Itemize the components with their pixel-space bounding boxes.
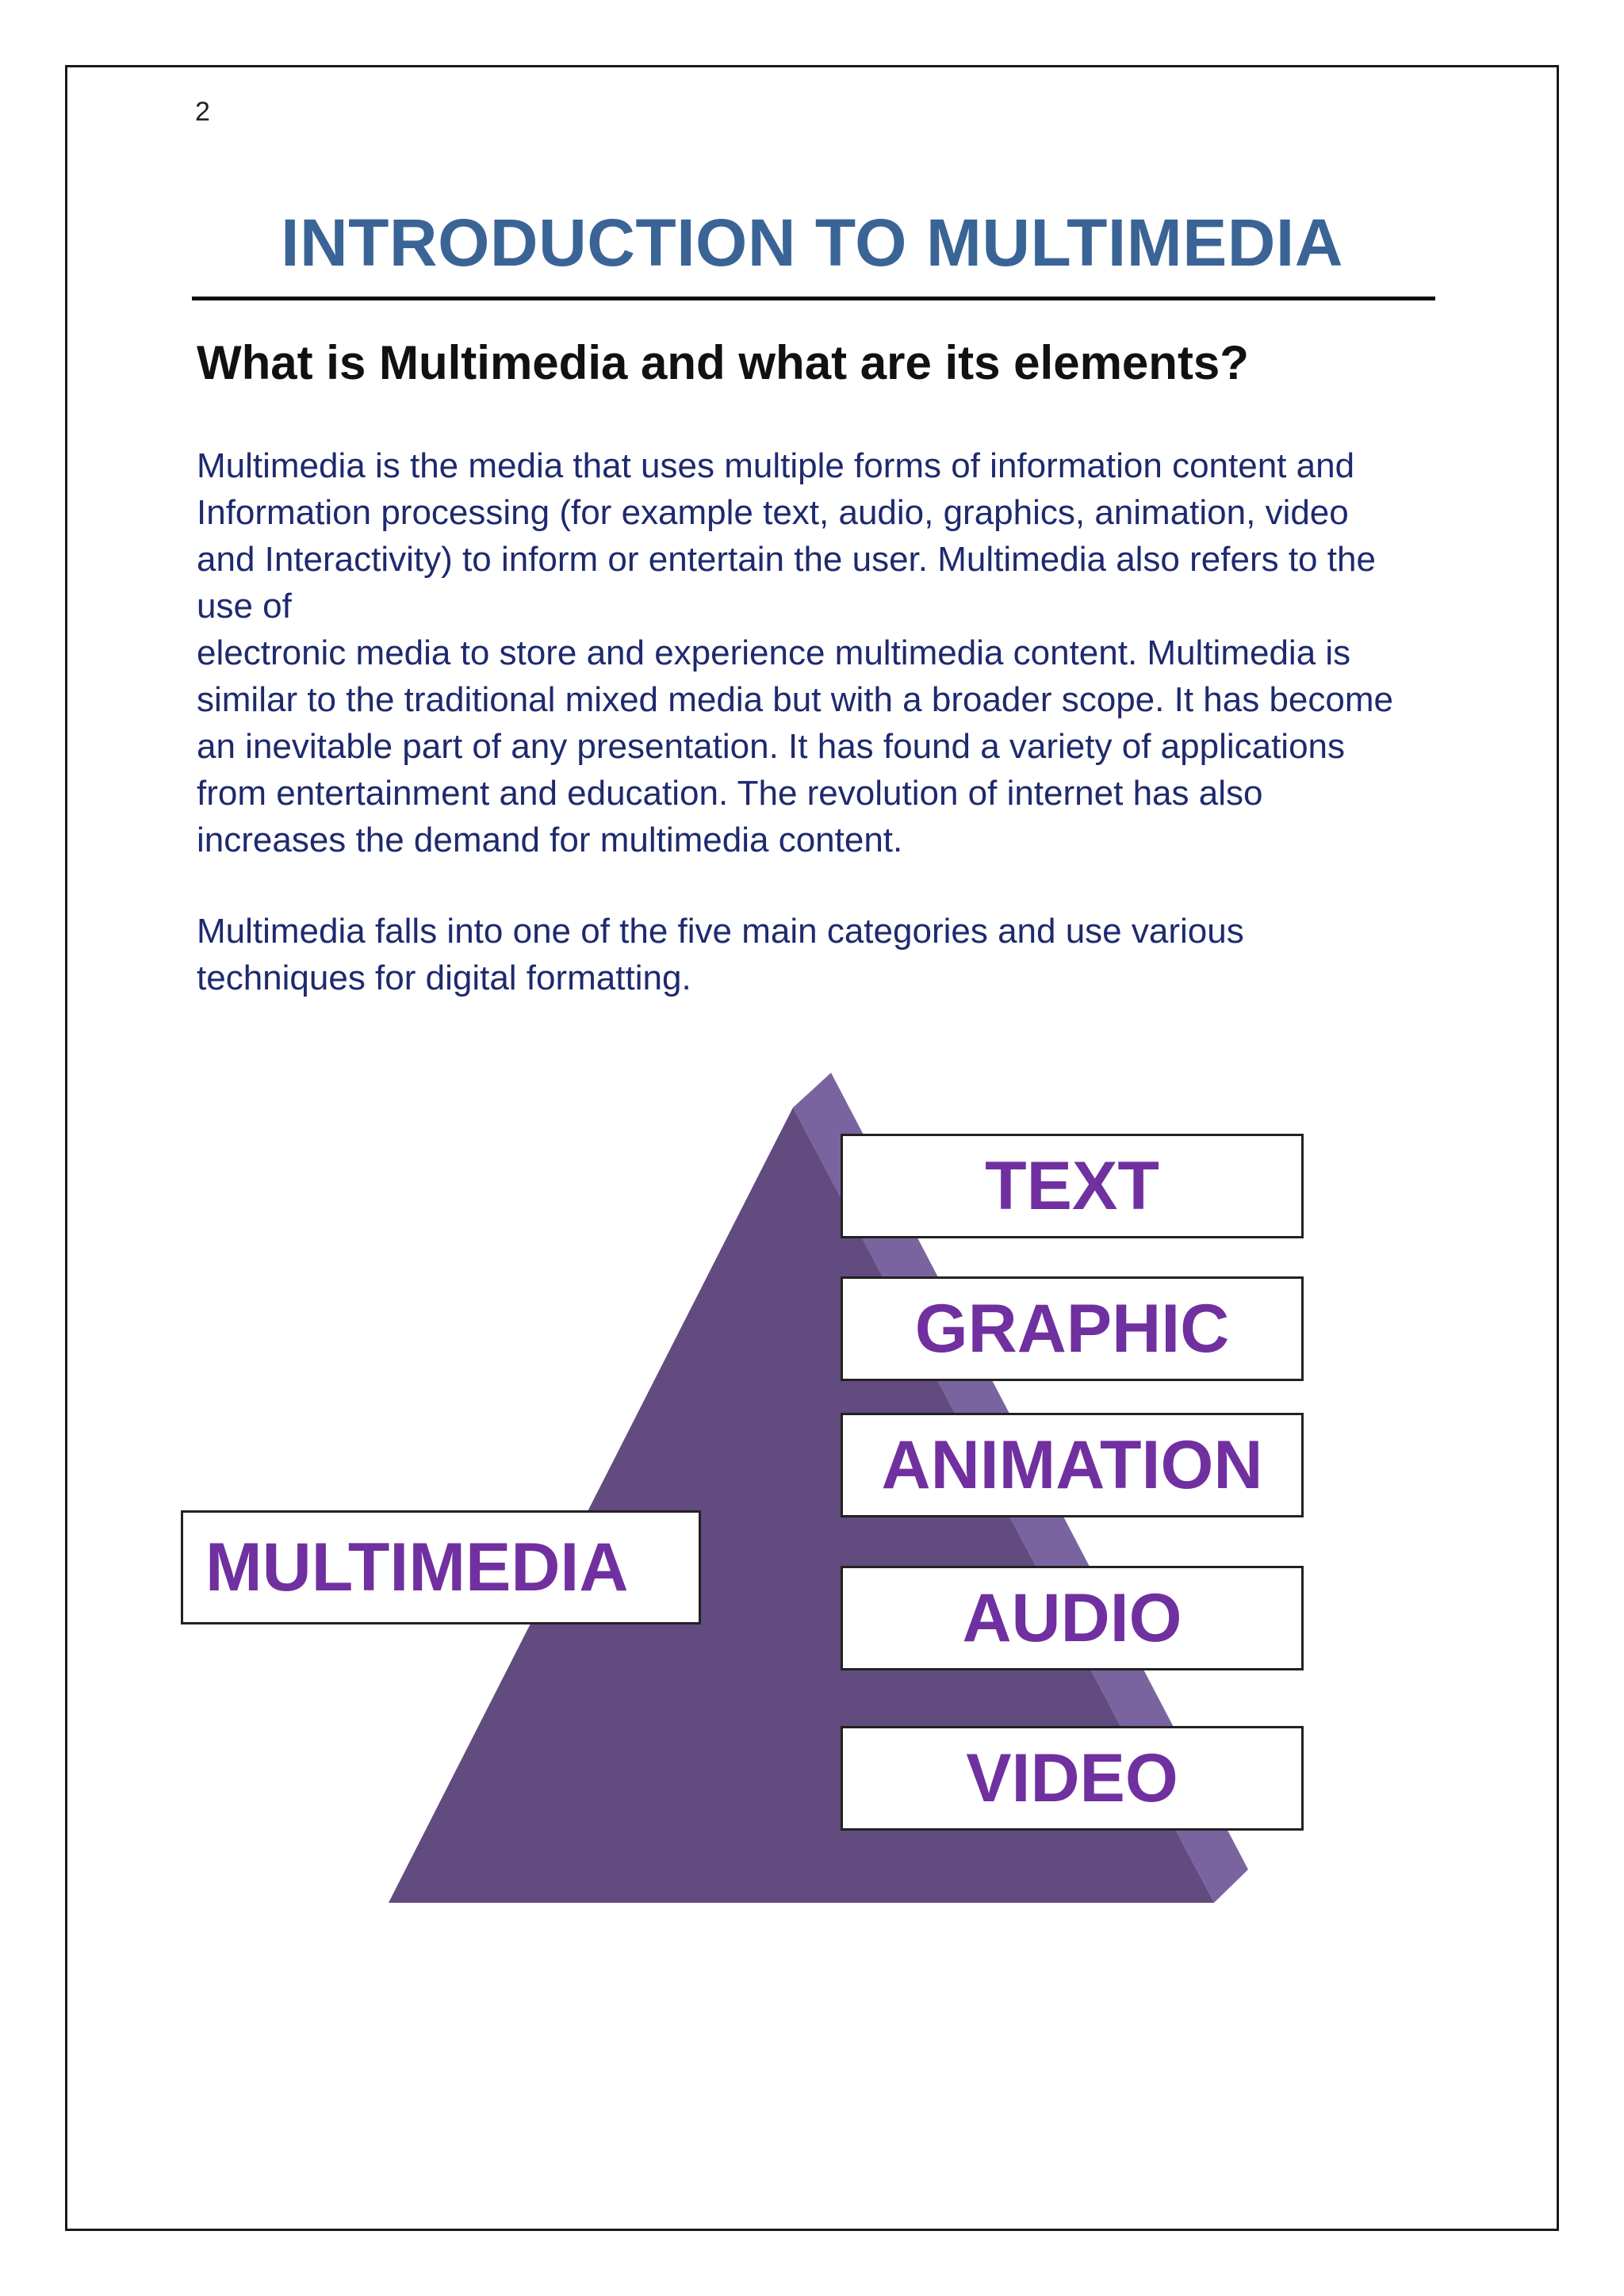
paragraph-line: techniques for digital formatting. xyxy=(197,959,691,997)
multimedia-pyramid-diagram xyxy=(0,1062,1624,1934)
paragraph-line: an inevitable part of any presentation. It has found a variety of applications xyxy=(197,727,1346,766)
section-heading: What is Multimedia and what are its elements? xyxy=(197,336,1249,389)
page-title: INTRODUCTION TO MULTIMEDIA xyxy=(281,205,1343,280)
paragraph-line: increases the demand for multimedia content. xyxy=(197,821,903,859)
intro-paragraph xyxy=(197,442,1442,863)
paragraph-line: Multimedia falls into one of the five main categories and use various xyxy=(197,912,1244,951)
category-text: TEXT xyxy=(841,1134,1304,1238)
title-underline xyxy=(192,297,1435,300)
paragraph-line: Information processing (for example text, audio, graphics, animation, video xyxy=(197,493,1349,532)
page-number: 2 xyxy=(195,97,210,127)
pyramid-graphic xyxy=(0,1062,1624,1934)
multimedia-label: MULTIMEDIA xyxy=(181,1510,701,1624)
category-animation: ANIMATION xyxy=(841,1413,1304,1517)
category-graphic: GRAPHIC xyxy=(841,1276,1304,1381)
category-audio: AUDIO xyxy=(841,1566,1304,1670)
paragraph-line: and Interactivity) to inform or entertain the user. Multimedia also refers to the xyxy=(197,540,1376,579)
paragraph-line: similar to the traditional mixed media but with a broader scope. It has become xyxy=(197,680,1393,719)
category-video: VIDEO xyxy=(841,1726,1304,1831)
paragraph-line: use of xyxy=(197,587,292,626)
paragraph-line: from entertainment and education. The revolution of internet has also xyxy=(197,774,1263,813)
paragraph-line: electronic media to store and experience multimedia content. Multimedia is xyxy=(197,633,1351,672)
categories-paragraph xyxy=(197,908,1442,1001)
paragraph-line: Multimedia is the media that uses multiple forms of information content and xyxy=(197,446,1355,485)
